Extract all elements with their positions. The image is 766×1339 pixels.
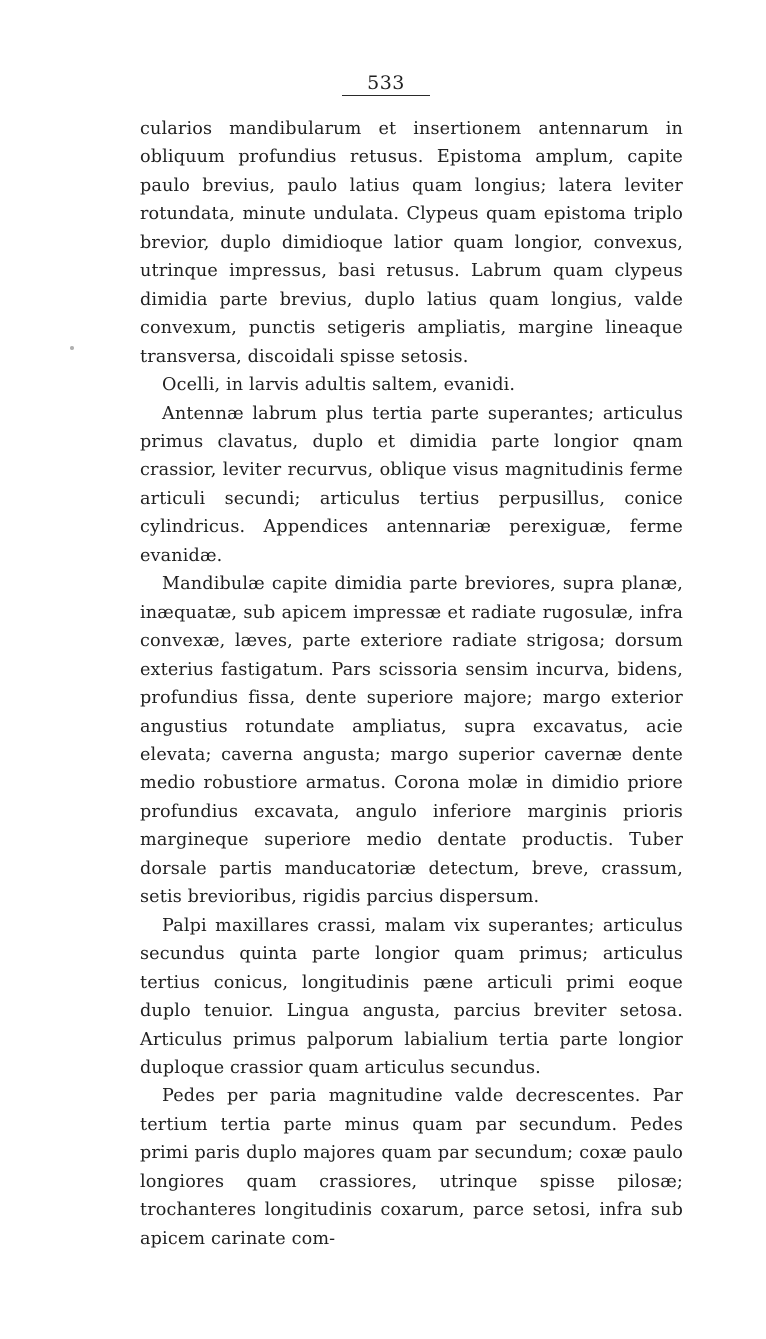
paragraph-palpi: Palpi maxillares crassi, malam vix superantes; articulus secundus quinta parte longior quam primus; articulus tertius conicus, longitudinis pæne articuli primi eoque duplo tenuior. Lingua angusta, parcius breviter setosa. Articulus primus palporum labialium tertia parte longior duploque crassior quam articulus secundus. — [140, 915, 683, 1078]
paragraph-pedes: Pedes per paria magnitudine valde decrescentes. Par tertium tertia parte minus quam par secundum. Pedes primi paris duplo majores quam par secundum; coxæ paulo longiores quam crassiores, utrinque spisse pilosæ; trochanteres longitudinis coxarum, parce setosi, infra sub apicem carinate com- — [140, 1086, 683, 1249]
paragraph-continuation: cularios mandibularum et insertionem antennarum in obliquum profundius retusus. Epistoma amplum, capite paulo brevius, paulo latius quam longius; latera leviter rotundata, minute undulata. Clypeus quam epistoma triplo brevior, duplo dimidioque latior quam longior, convexus, utrinque impressus, basi retusus. Labrum quam clypeus dimidia parte brevius, duplo latius quam longius, valde convexum, punctis setigeris ampliatis, margine lineaque transversa, discoidali spisse setosis. — [140, 119, 683, 367]
paragraph-ocelli: Ocelli, in larvis adultis saltem, evanidi. — [162, 375, 516, 396]
margin-speck — [70, 346, 74, 350]
body-text — [140, 115, 683, 1253]
paragraph-mandibulae: Mandibulæ capite dimidia parte breviores, supra planæ, inæquatæ, sub apicem impressæ et radiate rugosulæ, infra convexæ, læves, parte exteriore radiate strigosa; dorsum exterius fastigatum. Pars scissoria sensim incurva, bidens, profundius fissa, dente superiore majore; margo exterior angustius rotundate ampliatus, supra excavatus, acie elevata; caverna angusta; margo superior cavernæ dente medio robustiore armatus. Corona molæ in dimidio priore profundius excavata, angulo inferiore marginis prioris margineque superiore medio dentate productis. Tuber dorsale partis manducatoriæ detectum, breve, crassum, setis brevioribus, rigidis parcius dispersum. — [140, 574, 683, 908]
paragraph-antennae: Antennæ labrum plus tertia parte superantes; articulus primus clavatus, duplo et dimidia parte longior qnam crassior, leviter recurvus, oblique visus magnitudinis ferme articuli secundi; articulus tertius perpusillus, conice cylindricus. Appendices antennariæ perexiguæ, ferme evanidæ. — [140, 403, 683, 566]
page-number: 533 — [342, 72, 430, 96]
